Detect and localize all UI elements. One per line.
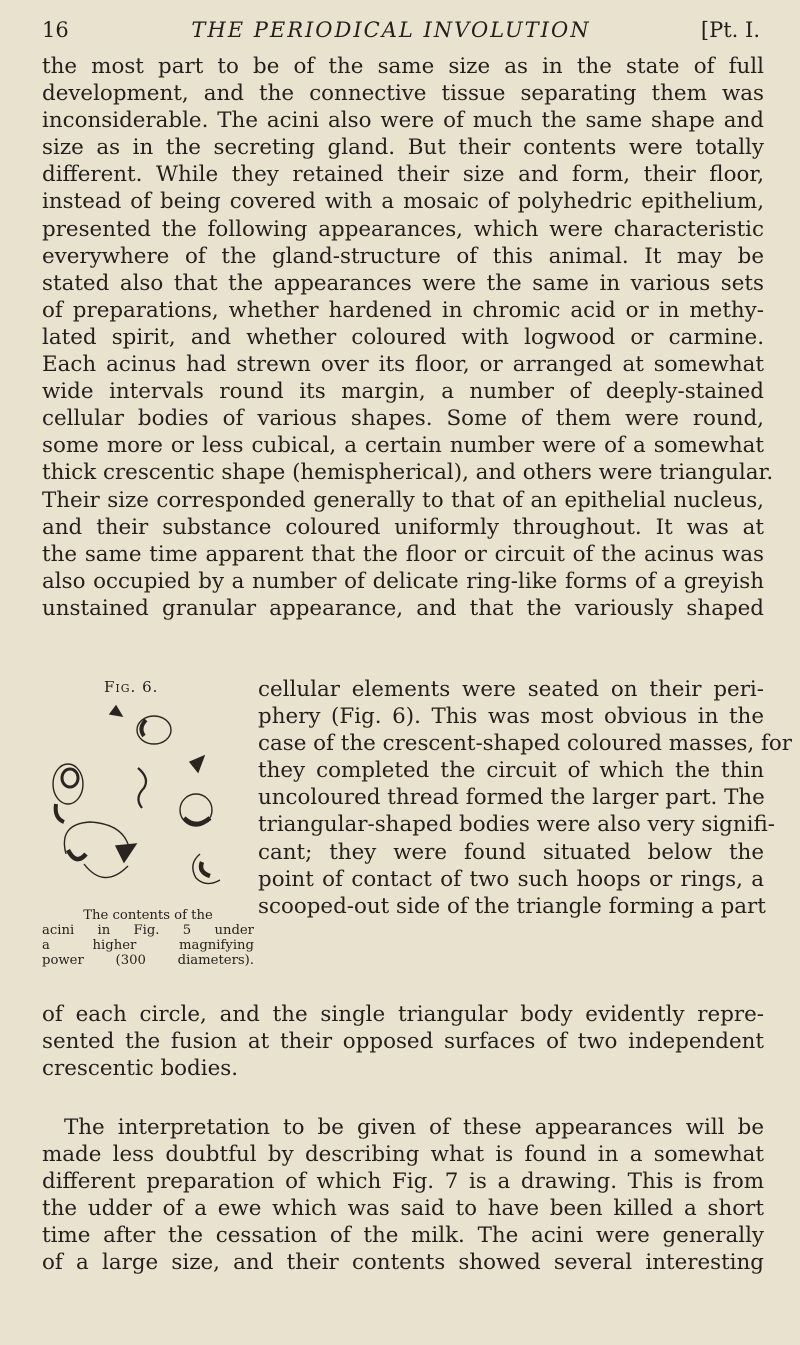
figure-caption	[42, 908, 254, 968]
caption-line: The contents of the	[83, 908, 213, 923]
crescent-body	[56, 804, 64, 822]
page-number: 16	[42, 18, 69, 42]
text-line: Each acinus had strewn over its floor, or arranged at somewhat	[42, 352, 764, 378]
text-line: uncoloured thread formed the larger part. The	[258, 785, 765, 811]
text-line: wide intervals round its margin, a number of deeply-stained	[42, 379, 764, 405]
text-line: different preparation of which Fig. 7 is a drawing. This is from	[42, 1169, 764, 1195]
text-line: presented the following appearances, which were characteristic	[42, 216, 764, 242]
part-marker: [Pt. I.	[700, 18, 760, 42]
paragraph-2	[42, 1001, 764, 1082]
crescent-body	[193, 854, 220, 884]
triangular-body	[110, 706, 122, 716]
crescent-body	[201, 862, 210, 876]
text-line: the udder of a ewe which was said to have been killed a short	[42, 1196, 764, 1222]
text-line: the same time apparent that the floor or circuit of the acinus was	[42, 541, 764, 567]
text-line: triangular-shaped bodies were also very signifi-	[258, 812, 775, 838]
figure-label: Fig. 6.	[104, 678, 159, 696]
caption-line: acini in Fig. 5 under	[42, 923, 254, 938]
text-line: some more or less cubical, a certain number were of a somewhat	[42, 433, 764, 459]
text-line: time after the cessation of the milk. The acini were generally	[42, 1223, 764, 1249]
crescent-body	[138, 768, 146, 808]
text-line: cant; they were found situated below the	[258, 839, 764, 865]
text-line: stated also that the appearances were the same in various sets	[42, 270, 764, 296]
text-line: point of contact of two such hoops or rings, a	[258, 866, 764, 892]
text-line: sented the fusion at their opposed surfaces of two independent	[42, 1029, 764, 1055]
text-line: phery (Fig. 6). This was most obvious in the	[258, 704, 764, 730]
text-line: of a large size, and their contents showed several interesting	[42, 1250, 764, 1276]
text-line: instead of being covered with a mosaic of polyhedric epithelium,	[42, 189, 764, 215]
text-line: development, and the connective tissue separating them was	[42, 81, 764, 107]
text-line: inconsiderable. The acini also were of much the same shape and	[42, 108, 764, 134]
paragraph-3	[42, 1114, 764, 1277]
text-line: everywhere of the gland-structure of this animal. It may be	[42, 243, 764, 269]
wrapped-text	[258, 676, 793, 920]
running-head	[42, 10, 760, 50]
text-line: of preparations, whether hardened in chromic acid or in methy-	[42, 297, 764, 323]
text-line: The interpretation to be given of these appearances will be	[64, 1115, 764, 1140]
crescent-body	[84, 864, 128, 878]
text-line: different. While they retained their size and form, their floor,	[42, 162, 764, 188]
text-line: the most part to be of the same size as in the state of full	[42, 54, 764, 79]
figure-illustration	[50, 704, 246, 904]
caption-line: a higher magnifying	[42, 938, 254, 953]
text-line: Their size corresponded generally to that of an epithelial nucleus,	[42, 487, 764, 513]
crescent-body	[141, 720, 146, 736]
ring-shape	[62, 769, 78, 787]
text-line: crescentic bodies.	[42, 1056, 239, 1082]
text-line: unstained granular appearance, and that the variously shaped	[42, 595, 764, 621]
crescent-body	[68, 850, 86, 859]
crescent-body	[184, 818, 210, 824]
triangular-body	[116, 844, 136, 862]
triangular-body	[190, 756, 204, 772]
text-line: also occupied by a number of delicate ring-like forms of a greyish	[42, 568, 764, 594]
text-line: and their substance coloured uniformly throughout. It was at	[42, 514, 764, 540]
text-line: thick crescentic shape (hemispherical), and others were triangular.	[42, 460, 774, 486]
text-line: case of the crescent-shaped coloured masses, for	[258, 731, 793, 757]
text-line: cellular bodies of various shapes. Some of them were round,	[42, 406, 764, 432]
text-line: lated spirit, and whether coloured with logwood or carmine.	[42, 324, 764, 350]
text-line: size as in the secreting gland. But their contents were totally	[42, 135, 764, 161]
text-line: of each circle, and the single triangular body evidently repre-	[42, 1002, 764, 1027]
caption-line: power (300 diameters).	[42, 953, 254, 968]
text-line: scooped-out side of the triangle forming a part	[258, 893, 766, 919]
text-line: cellular elements were seated on their peri-	[258, 677, 764, 702]
text-line: made less doubtful by describing what is found in a somewhat	[42, 1142, 764, 1168]
running-title: THE PERIODICAL INVOLUTION	[191, 18, 591, 42]
figure-6	[42, 676, 254, 986]
text-line: they completed the circuit of which the thin	[258, 758, 764, 784]
paragraph-1	[42, 53, 774, 622]
